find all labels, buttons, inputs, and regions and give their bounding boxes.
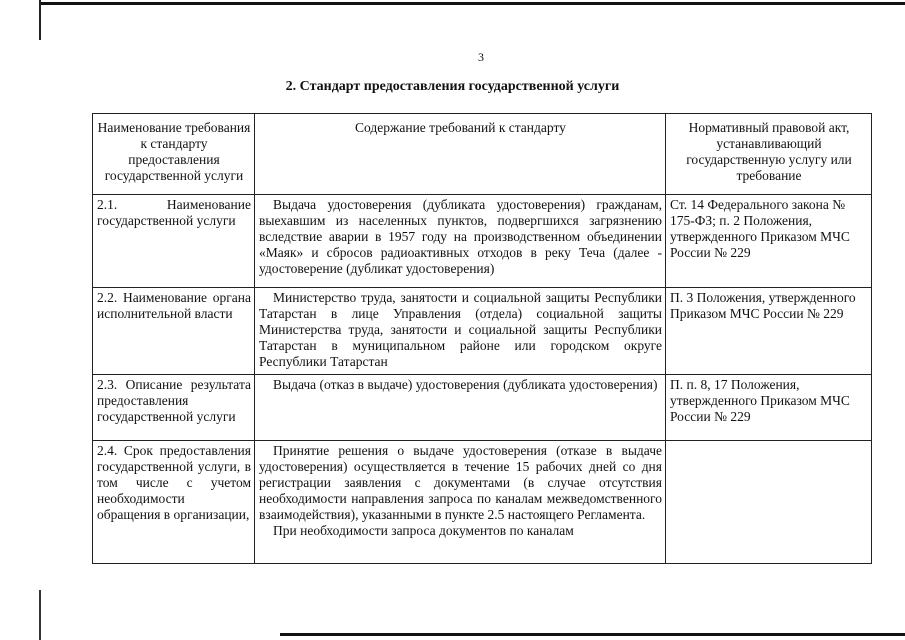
scan-edge-bottom	[280, 633, 905, 636]
content-paragraph: При необходимости запроса документов по каналам	[273, 523, 574, 538]
header-requirement-content: Содержание требований к стандарту	[255, 114, 666, 195]
row-legal-act: П. п. 8, 17 Положения, утвержденного Приказом МЧС России № 229	[666, 375, 872, 441]
scan-edge-left-lower	[39, 590, 41, 640]
scan-edge-top	[40, 2, 905, 5]
content-paragraph: Выдача удостоверения (дубликата удостоверения) гражданам, выехавшим из населенных пунктов, подвергшихся загрязнению вследствие аварии в 1957 году на производственном объединении «Маяк» и сбросов радиоактивных отходов в реку Теча (далее - удостоверение (дубликат удостоверения)	[259, 197, 662, 276]
row-requirement-name: 2.1. Наименование государственной услуги	[93, 195, 255, 288]
row-legal-act: Ст. 14 Федерального закона № 175-ФЗ; п. 2 Положения, утвержденного Приказом МЧС России № 229	[666, 195, 872, 288]
table-row	[93, 288, 872, 375]
row-requirement-content	[255, 441, 666, 564]
table-row	[93, 195, 872, 288]
page-number: 3	[478, 50, 484, 64]
row-legal-act: П. 3 Положения, утвержденного Приказом МЧС России № 229	[666, 288, 872, 375]
content-paragraph: Министерство труда, занятости и социальной защиты Республики Татарстан в лице Управления (отдела) социальной защиты Министерства труда, занятости и социальной защиты Республики Татарстан в муниципальном районе или городском округе Республики Татарстан	[259, 290, 662, 369]
table-header-row	[93, 114, 872, 195]
table-row	[93, 375, 872, 441]
section-title: 2. Стандарт предоставления государственной услуги	[285, 79, 620, 94]
row-requirement-content	[255, 375, 666, 441]
row-requirement-name: 2.3. Описание результата предоставления государственной услуги	[93, 375, 255, 441]
row-legal-act	[666, 441, 872, 564]
content-paragraph: Выдача (отказ в выдаче) удостоверения (дубликата удостоверения)	[273, 377, 658, 392]
scan-edge-left	[39, 0, 41, 40]
row-requirement-name: 2.4. Срок предоставления государственной услуги, в том числе с учетом необходимости обращения в организации,	[93, 441, 255, 564]
header-requirement-name: Наименование требования к стандарту предоставления государственной услуги	[93, 114, 255, 195]
row-requirement-content	[255, 288, 666, 375]
header-legal-act: Нормативный правовой акт, устанавливающий государственную услугу или требование	[666, 114, 872, 195]
content-paragraph: Принятие решения о выдаче удостоверения (отказе в выдаче удостоверения) осуществляется в течение 15 рабочих дней со дня регистрации заявления с документами (в случае отсутствия необходимости направления запроса по каналам межведомственного взаимодействия), указанными в пункте 2.5 настоящего Регламента.	[259, 443, 662, 522]
table-row	[93, 441, 872, 564]
standard-table	[92, 113, 872, 564]
row-requirement-content	[255, 195, 666, 288]
row-requirement-name: 2.2. Наименование органа исполнительной власти	[93, 288, 255, 375]
